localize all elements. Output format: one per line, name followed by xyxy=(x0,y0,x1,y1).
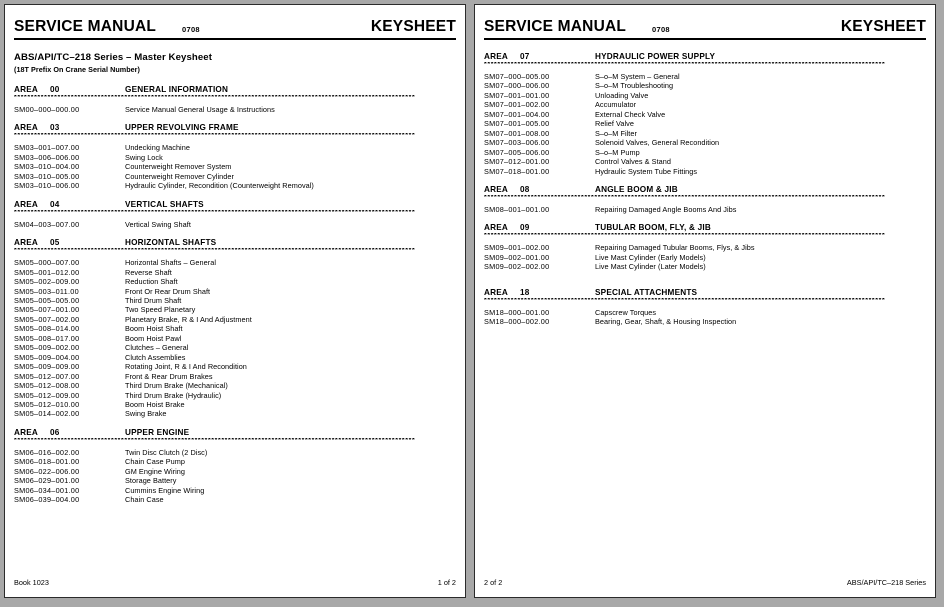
area-label: AREA xyxy=(484,184,508,194)
area-section-00 xyxy=(14,85,456,114)
entry-code: SM05–009–009.00 xyxy=(14,362,80,372)
entry-description: Twin Disc Clutch (2 Disc) xyxy=(125,447,208,457)
area-section-06 xyxy=(14,428,456,505)
entry-description: Counterweight Remover Cylinder xyxy=(125,171,234,181)
keysheet-entry xyxy=(484,138,926,147)
entry-description: Chain Case Pump xyxy=(125,457,185,467)
keysheet-entry xyxy=(14,334,456,343)
keysheet-entry xyxy=(14,409,456,418)
entry-code: SM05–014–002.00 xyxy=(14,409,80,419)
area-section-03 xyxy=(14,123,456,190)
entry-code: SM05–007–001.00 xyxy=(14,305,80,315)
entry-description: Front Or Rear Drum Shaft xyxy=(125,286,211,296)
entry-code: SM07–001–002.00 xyxy=(484,100,550,110)
page-title: ABS/API/TC–218 Series – Master Keysheet xyxy=(14,52,212,63)
area-number: 09 xyxy=(520,223,530,233)
entry-code: SM07–003–006.00 xyxy=(484,138,550,148)
area-name: HORIZONTAL SHAFTS xyxy=(125,238,217,248)
entry-description: Boom Hoist Brake xyxy=(125,399,185,409)
area-number: 07 xyxy=(520,52,530,61)
keysheet-entry xyxy=(14,153,456,162)
page-footer xyxy=(484,578,926,587)
entry-description: Front & Rear Drum Brakes xyxy=(125,371,213,381)
keysheet-entry xyxy=(14,476,456,485)
keysheet-entry xyxy=(484,129,926,138)
entry-code: SM05–000–007.00 xyxy=(14,258,80,268)
entry-code: SM05–008–017.00 xyxy=(14,333,80,343)
entry-description: Reverse Shaft xyxy=(125,267,172,277)
entry-description: S–o–M System – General xyxy=(595,72,680,81)
entry-code: SM09–002–001.00 xyxy=(484,252,550,262)
entry-description: Boom Hoist Shaft xyxy=(125,324,183,334)
keysheet-entry xyxy=(14,343,456,352)
entry-description: Unloading Valve xyxy=(595,90,649,100)
keysheet-entry xyxy=(484,72,926,81)
page-footer xyxy=(14,578,456,587)
entry-description: Vertical Swing Shaft xyxy=(125,219,191,229)
footer-left: 2 of 2 xyxy=(484,578,503,587)
page-header xyxy=(484,14,926,40)
keysheet-entry xyxy=(484,100,926,109)
entry-code: SM06–034–001.00 xyxy=(14,485,80,495)
entry-code: SM03–006–006.00 xyxy=(14,152,80,162)
keysheet-entry xyxy=(14,287,456,296)
entry-code: SM09–002–002.00 xyxy=(484,262,550,272)
asterisk-divider: ************************************************************************************************************************ xyxy=(484,297,886,304)
area-section-07 xyxy=(484,52,926,176)
area-label: AREA xyxy=(14,199,38,209)
entry-description: Service Manual General Usage & Instructions xyxy=(125,105,275,114)
area-label: AREA xyxy=(484,223,508,233)
entry-code: SM03–010–005.00 xyxy=(14,171,80,181)
area-heading xyxy=(14,123,456,132)
keysheet-entry xyxy=(14,296,456,305)
area-label: AREA xyxy=(14,238,38,248)
area-number: 06 xyxy=(50,427,60,437)
entry-description: S–o–M Pump xyxy=(595,147,640,157)
entry-code: SM07–000–006.00 xyxy=(484,81,550,91)
entry-code: SM05–008–014.00 xyxy=(14,324,80,334)
entry-description: Repairing Damaged Angle Booms And Jibs xyxy=(595,204,737,214)
area-label: AREA xyxy=(14,85,38,94)
keysheet-entry xyxy=(14,268,456,277)
entry-description: Horizontal Shafts – General xyxy=(125,258,216,268)
entry-description: GM Engine Wiring xyxy=(125,466,186,476)
area-label: AREA xyxy=(14,123,38,133)
keysheet-entry xyxy=(484,119,926,128)
entry-code: SM18–000–001.00 xyxy=(484,307,550,317)
entry-description: Clutches – General xyxy=(125,343,189,353)
entry-description: Capscrew Torques xyxy=(595,307,657,317)
keysheet-entry xyxy=(14,315,456,324)
page-content xyxy=(484,14,926,588)
asterisk-divider: ************************************************************************************************************************ xyxy=(14,437,416,444)
keysheet-entry xyxy=(484,110,926,119)
entry-code: SM05–002–009.00 xyxy=(14,277,80,287)
asterisk-divider: ************************************************************************************************************************ xyxy=(14,133,416,140)
entry-code: SM07–012–001.00 xyxy=(484,157,550,167)
entry-description: Two Speed Planetary xyxy=(125,305,196,315)
area-number: 18 xyxy=(520,287,530,297)
entry-description: Clutch Assemblies xyxy=(125,352,186,362)
page-subtitle: (18T Prefix On Crane Serial Number) xyxy=(14,65,140,74)
area-name: VERTICAL SHAFTS xyxy=(125,199,204,209)
entry-code: SM06–016–002.00 xyxy=(14,447,80,457)
keysheet-entry xyxy=(14,391,456,400)
keysheet-entry xyxy=(484,157,926,166)
entry-description: Hydraulic System Tube Fittings xyxy=(595,166,698,176)
keysheet-entry xyxy=(14,448,456,457)
entry-code: SM08–001–001.00 xyxy=(484,204,550,214)
area-heading xyxy=(14,200,456,209)
entry-code: SM05–012–008.00 xyxy=(14,381,80,391)
keysheet-entry xyxy=(14,277,456,286)
entry-description: Boom Hoist Pawl xyxy=(125,333,182,343)
entry-code: SM03–010–004.00 xyxy=(14,162,80,172)
entry-description: Rotating Joint, R & I And Recondition xyxy=(125,362,247,372)
entry-description: Repairing Damaged Tubular Booms, Flys, & Jibs xyxy=(595,243,755,253)
entry-code: SM07–001–004.00 xyxy=(484,109,550,119)
area-number: 03 xyxy=(50,123,60,133)
keysheet-entry xyxy=(484,91,926,100)
area-section-08 xyxy=(484,185,926,214)
entry-code: SM07–001–005.00 xyxy=(484,119,550,129)
keysheet-entry xyxy=(484,167,926,176)
keysheet-entry xyxy=(484,308,926,317)
keysheet-entry xyxy=(14,400,456,409)
entry-code: SM07–001–008.00 xyxy=(484,128,550,138)
entry-description: Chain Case xyxy=(125,495,164,505)
entry-description: Live Mast Cylinder (Later Models) xyxy=(595,262,706,272)
entry-description: Counterweight Remover System xyxy=(125,162,232,172)
entry-description: Control Valves & Stand xyxy=(595,157,671,167)
asterisk-divider: ************************************************************************************************************************ xyxy=(484,233,886,240)
keysheet-entry xyxy=(14,305,456,314)
area-name: ANGLE BOOM & JIB xyxy=(595,184,678,194)
footer-right: 1 of 2 xyxy=(437,578,456,587)
entry-code: SM05–009–002.00 xyxy=(14,343,80,353)
entry-description: Third Drum Shaft xyxy=(125,295,182,305)
entry-description: Live Mast Cylinder (Early Models) xyxy=(595,252,706,262)
keysheet-entry xyxy=(14,353,456,362)
area-heading xyxy=(14,428,456,437)
manual-page-2 xyxy=(474,4,936,598)
keysheet-entry xyxy=(14,495,456,504)
area-section-09 xyxy=(484,223,926,271)
keysheet-entry xyxy=(14,324,456,333)
area-heading xyxy=(484,223,926,232)
entry-code: SM06–022–006.00 xyxy=(14,466,80,476)
area-heading xyxy=(484,288,926,297)
entry-code: SM05–012–007.00 xyxy=(14,371,80,381)
entry-code: SM06–018–001.00 xyxy=(14,457,80,467)
entry-description: Swing Lock xyxy=(125,152,163,162)
keysheet-entry xyxy=(14,181,456,190)
area-label: AREA xyxy=(484,287,508,297)
keysheet-entry xyxy=(484,148,926,157)
entry-code: SM06–029–001.00 xyxy=(14,476,80,486)
asterisk-divider: ************************************************************************************************************************ xyxy=(14,95,416,101)
entry-code: SM05–012–010.00 xyxy=(14,399,80,409)
entry-code: SM03–010–006.00 xyxy=(14,181,80,191)
keysheet-entry xyxy=(484,317,926,326)
keysheet-entry xyxy=(14,486,456,495)
header-date-code: 0708 xyxy=(652,25,670,34)
page-content xyxy=(14,14,456,588)
keysheet-entry xyxy=(484,205,926,214)
area-heading xyxy=(484,185,926,194)
keysheet-entry xyxy=(14,372,456,381)
entry-description: Accumulator xyxy=(595,100,637,110)
header-title-left: SERVICE MANUAL xyxy=(484,18,627,35)
entry-code: SM07–018–001.00 xyxy=(484,166,550,176)
entry-code: SM05–005–005.00 xyxy=(14,295,80,305)
area-heading xyxy=(484,52,926,61)
area-number: 04 xyxy=(50,199,60,209)
entry-code: SM06–039–004.00 xyxy=(14,495,80,505)
entry-description: Relief Valve xyxy=(595,119,634,129)
document-title-block xyxy=(14,52,456,74)
keysheet-entry xyxy=(484,262,926,271)
entry-description: Cummins Engine Wiring xyxy=(125,485,205,495)
keysheet-entry xyxy=(14,172,456,181)
manual-page-1 xyxy=(4,4,466,598)
entry-code: SM04–003–007.00 xyxy=(14,219,80,229)
area-name: UPPER ENGINE xyxy=(125,427,190,437)
asterisk-divider: ************************************************************************************************************************ xyxy=(484,194,886,201)
entry-description: Hydraulic Cylinder, Recondition (Counterweight Removal) xyxy=(125,181,314,191)
keysheet-entry xyxy=(484,253,926,262)
entry-description: Solenoid Valves, General Recondition xyxy=(595,138,720,148)
keysheet-entry xyxy=(484,81,926,90)
asterisk-divider: ************************************************************************************************************************ xyxy=(14,209,416,216)
footer-left: Book 1023 xyxy=(14,578,49,587)
entry-description: Undecking Machine xyxy=(125,143,190,153)
keysheet-entry xyxy=(14,457,456,466)
area-number: 08 xyxy=(520,184,530,194)
entry-description: Storage Battery xyxy=(125,476,177,486)
keysheet-entry xyxy=(14,220,456,229)
entry-description: Reduction Shaft xyxy=(125,277,178,287)
area-number: 00 xyxy=(50,85,60,94)
keysheet-entry xyxy=(484,243,926,252)
asterisk-divider: ************************************************************************************************************************ xyxy=(14,248,416,255)
entry-code: SM09–001–002.00 xyxy=(484,243,550,253)
area-section-05 xyxy=(14,238,456,419)
keysheet-entry xyxy=(14,467,456,476)
area-heading xyxy=(14,85,456,94)
area-name: TUBULAR BOOM, FLY, & JIB xyxy=(595,223,711,233)
entry-description: S–o–M Troubleshooting xyxy=(595,81,674,91)
keysheet-entry xyxy=(14,258,456,267)
entry-code: SM05–003–011.00 xyxy=(14,286,79,296)
header-title-left: SERVICE MANUAL xyxy=(14,18,157,35)
header-date-code: 0708 xyxy=(182,25,200,34)
entry-description: Third Drum Brake (Mechanical) xyxy=(125,381,228,391)
asterisk-divider: ************************************************************************************************************************ xyxy=(484,62,886,68)
entry-code: SM05–009–004.00 xyxy=(14,352,80,362)
page-header xyxy=(14,14,456,40)
header-title-right: KEYSHEET xyxy=(840,18,926,35)
entry-code: SM05–001–012.00 xyxy=(14,267,80,277)
keysheet-entry xyxy=(14,105,456,114)
entry-code: SM07–005–006.00 xyxy=(484,147,550,157)
entry-description: Swing Brake xyxy=(125,409,167,419)
entry-description: Third Drum Brake (Hydraulic) xyxy=(125,390,222,400)
keysheet-entry xyxy=(14,143,456,152)
area-heading xyxy=(14,238,456,247)
keysheet-entry xyxy=(14,381,456,390)
entry-description: Bearing, Gear, Shaft, & Housing Inspection xyxy=(595,317,737,327)
entry-description: Planetary Brake, R & I And Adjustment xyxy=(125,314,252,324)
area-label: AREA xyxy=(484,52,508,61)
entry-code: SM03–001–007.00 xyxy=(14,143,80,153)
area-name: UPPER REVOLVING FRAME xyxy=(125,123,239,133)
area-section-04 xyxy=(14,200,456,229)
entry-description: S–o–M Filter xyxy=(595,128,637,138)
entry-description: External Check Valve xyxy=(595,109,666,119)
area-name: HYDRAULIC POWER SUPPLY xyxy=(595,52,716,61)
entry-code: SM07–000–005.00 xyxy=(484,72,550,81)
area-section-18 xyxy=(484,288,926,327)
area-number: 05 xyxy=(50,238,60,248)
keysheet-entry xyxy=(14,162,456,171)
header-title-right: KEYSHEET xyxy=(370,18,456,35)
entry-code: SM05–007–002.00 xyxy=(14,314,80,324)
area-label: AREA xyxy=(14,427,38,437)
keysheet-entry xyxy=(14,362,456,371)
entry-code: SM07–001–001.00 xyxy=(484,90,550,100)
entry-code: SM18–000–002.00 xyxy=(484,317,550,327)
entry-code: SM05–012–009.00 xyxy=(14,390,80,400)
area-name: GENERAL INFORMATION xyxy=(125,85,229,94)
footer-right: ABS/API/TC–218 Series xyxy=(846,578,926,587)
area-name: SPECIAL ATTACHMENTS xyxy=(595,287,698,297)
entry-code: SM00–000–000.00 xyxy=(14,105,80,114)
